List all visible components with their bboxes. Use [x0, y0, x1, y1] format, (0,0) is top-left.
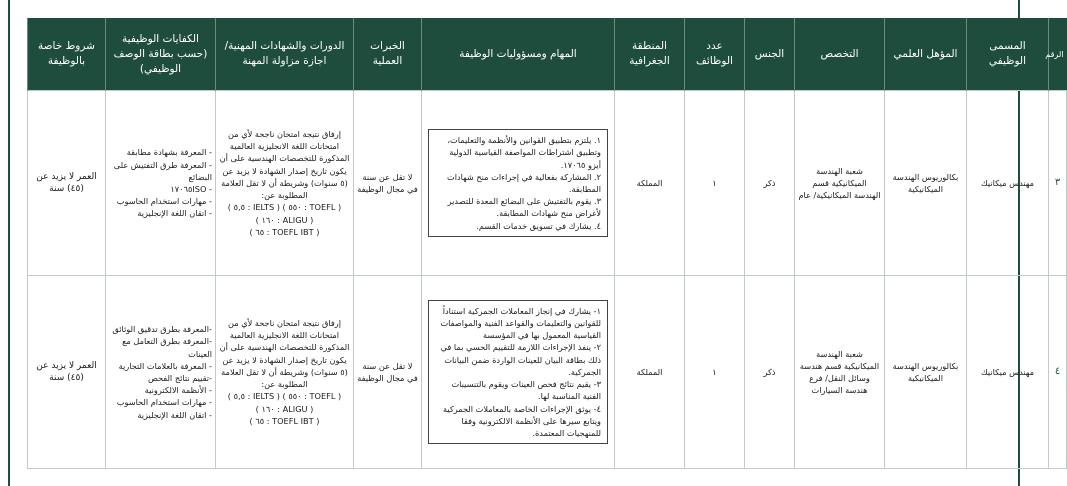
header-gender: الجنس: [745, 18, 795, 91]
special-conditions: العمر لا يزيد عن (٤٥) سنة: [28, 91, 106, 276]
region: المملكة: [615, 91, 685, 276]
tasks-box: [428, 300, 608, 444]
specialty: شعبة الهندسة الميكانيكية قسم الهندسة الميكانيكية/ عام: [795, 91, 885, 276]
header-row: [28, 18, 1067, 91]
competency-item: -المعرفة بطرق تدقيق الوثائق: [112, 324, 212, 335]
job-count: ١: [685, 276, 745, 469]
header-specialty: التخصص: [795, 18, 885, 91]
task-item: ٣- يقيم نتائج فحص العينات ويقوم بالتنسيبات الفنية المناسبة لها.: [451, 379, 601, 402]
competency-item: - مهارات استخدام الحاسوب: [116, 196, 212, 207]
job-title: مهندس ميكانيك: [967, 276, 1049, 469]
competency-item: - الأنظمة الالكترونية: [144, 385, 212, 396]
header-region: المنطقة الجغرافية: [615, 18, 685, 91]
competency-item: - اتقان اللغة الإنجليزية: [137, 409, 212, 420]
header-num: الرقم: [1049, 18, 1067, 91]
course-text: إرفاق نتيجة امتحان ناجحة لأي من امتحانات اللغة الانجليزية العالمية المذكورة للتخصصات الهندسية على أن يكون تاريخ إصدار الشهادة لا يزيد عن (٥ سنوات) وشريطة أن لا تقل العلامة المطلوبة عن:: [219, 129, 350, 201]
row-number: ٣: [1049, 91, 1067, 276]
header-competencies: الكفايات الوظيفية (حسب بطاقة الوصف الوظيفي): [106, 18, 216, 91]
task-item: ٢- ينفذ الإجراءات اللازمة للتقييم الحسي بما في ذلك بطاقة البيان للعينات الواردة ضمن البيانات الجمركية.: [440, 342, 601, 377]
tasks-box: [428, 129, 608, 237]
gender: ذكر: [745, 276, 795, 469]
competency-item: -تقييم نتائج الفحص: [147, 373, 212, 383]
task-item: ٣. يقوم بالتفتيش على البضائع المعدة للتصدير لأغراض منح شهادات المطابقة.: [447, 196, 601, 219]
courses-cell: [216, 91, 354, 276]
competency-item: - اتقان اللغة الإنجليزية: [137, 208, 212, 219]
course-score: ( ALIGU : ١٦٠ ): [255, 403, 314, 414]
job-count: ١: [685, 91, 745, 276]
qualification: بكالوريوس الهندسة الميكانيكية: [885, 276, 967, 469]
task-item: ٤- يوثق الإجراءات الخاصة بالمعاملات الجمركية ويتابع سيرها على الأنظمة الالكترونية وفقا للمنهجيات المعتمدة.: [443, 403, 601, 438]
competency-item: - ١٧٠٦٥ISO: [170, 184, 212, 194]
competency-item: - مهارات استخدام الحاسوب: [116, 397, 212, 408]
header-experience: الخبرات العملية: [354, 18, 422, 91]
header-qualification: المؤهل العلمي: [885, 18, 967, 91]
task-item: ٤. يشارك في تسويق خدمات القسم.: [476, 220, 601, 231]
tasks-cell: [422, 276, 615, 469]
job-table: [27, 18, 1067, 469]
course-score: ( TOEFL IBT : ٦٥ ): [249, 226, 320, 237]
header-conditions: شروط خاصة بالوظيفة: [28, 18, 106, 91]
competencies-cell: [106, 276, 216, 469]
course-score: ( TOEFL IBT : ٦٥ ): [249, 415, 320, 426]
qualification: بكالوريوس الهندسة الميكانيكية: [885, 91, 967, 276]
course-score: ( TOEFL : ٥٥٠ ) ( IELTS : ٥,٥ ): [227, 391, 342, 402]
gender: ذكر: [745, 91, 795, 276]
header-count: عدد الوظائف: [685, 18, 745, 91]
table-row: [28, 91, 1067, 276]
competency-item: - المعرفة بالعلامات التجارية: [118, 360, 212, 371]
job-title: مهندس ميكانيك: [967, 91, 1049, 276]
special-conditions: العمر لا يزيد عن (٤٥) سنة: [28, 276, 106, 469]
task-item: ٢. المشاركة بفعالية في إجراءات منح شهادات المطابقة.: [447, 171, 601, 194]
course-score: ( TOEFL : ٥٥٠ ) ( IELTS : ٥,٥ ): [227, 202, 342, 213]
experience: لا تقل عن سنة في مجال الوظيفة: [354, 276, 422, 469]
course-score: ( ALIGU : ١٦٠ ): [255, 214, 314, 225]
header-tasks: المهام ومسؤوليات الوظيفة: [422, 18, 615, 91]
header-courses: الدورات والشهادات المهنية/اجازة مزاولة المهنة: [216, 18, 354, 91]
table-row: [28, 276, 1067, 469]
task-item: ١. يلتزم بتطبيق القوانين والأنظمة والتعليمات، وتطبيق اشتراطات المواصفة القياسية الدولية أيزو ١٧٠٦٥.: [447, 135, 601, 170]
competency-item: - المعرفة طرق التفتيش على البضائع: [113, 159, 212, 182]
competency-item: - المعرفة بشهادة مطابقة: [126, 147, 212, 158]
courses-cell: [216, 276, 354, 469]
competencies-cell: [106, 91, 216, 276]
experience: لا تقل عن سنة في مجال الوظيفة: [354, 91, 422, 276]
competency-item: -المعرفة بطرق التعامل مع العينات: [122, 336, 212, 359]
region: المملكة: [615, 276, 685, 469]
course-text: إرفاق نتيجة امتحان ناجحة لأي من امتحانات اللغة الانجليزية العالمية المذكورة للتخصصات الهندسية على أن يكون تاريخ إصدار الشهادة لا يزيد عن (٥ سنوات) وشريطة أن لا تقل العلامة المطلوبة عن:: [219, 318, 350, 390]
row-number: ٤: [1049, 276, 1067, 469]
task-item: ١- يشارك في إنجاز المعاملات الجمركية استناداً للقوانين والتعليمات والقواعد الفنية والمواصفات القياسية المعمول بها في المؤسسة: [440, 305, 601, 341]
tasks-cell: [422, 91, 615, 276]
header-title: المسمى الوظيفي: [967, 18, 1049, 91]
specialty: شعبة الهندسة الميكانيكية قسم هندسة وسائل النقل/ فرع هندسة السيارات: [795, 276, 885, 469]
